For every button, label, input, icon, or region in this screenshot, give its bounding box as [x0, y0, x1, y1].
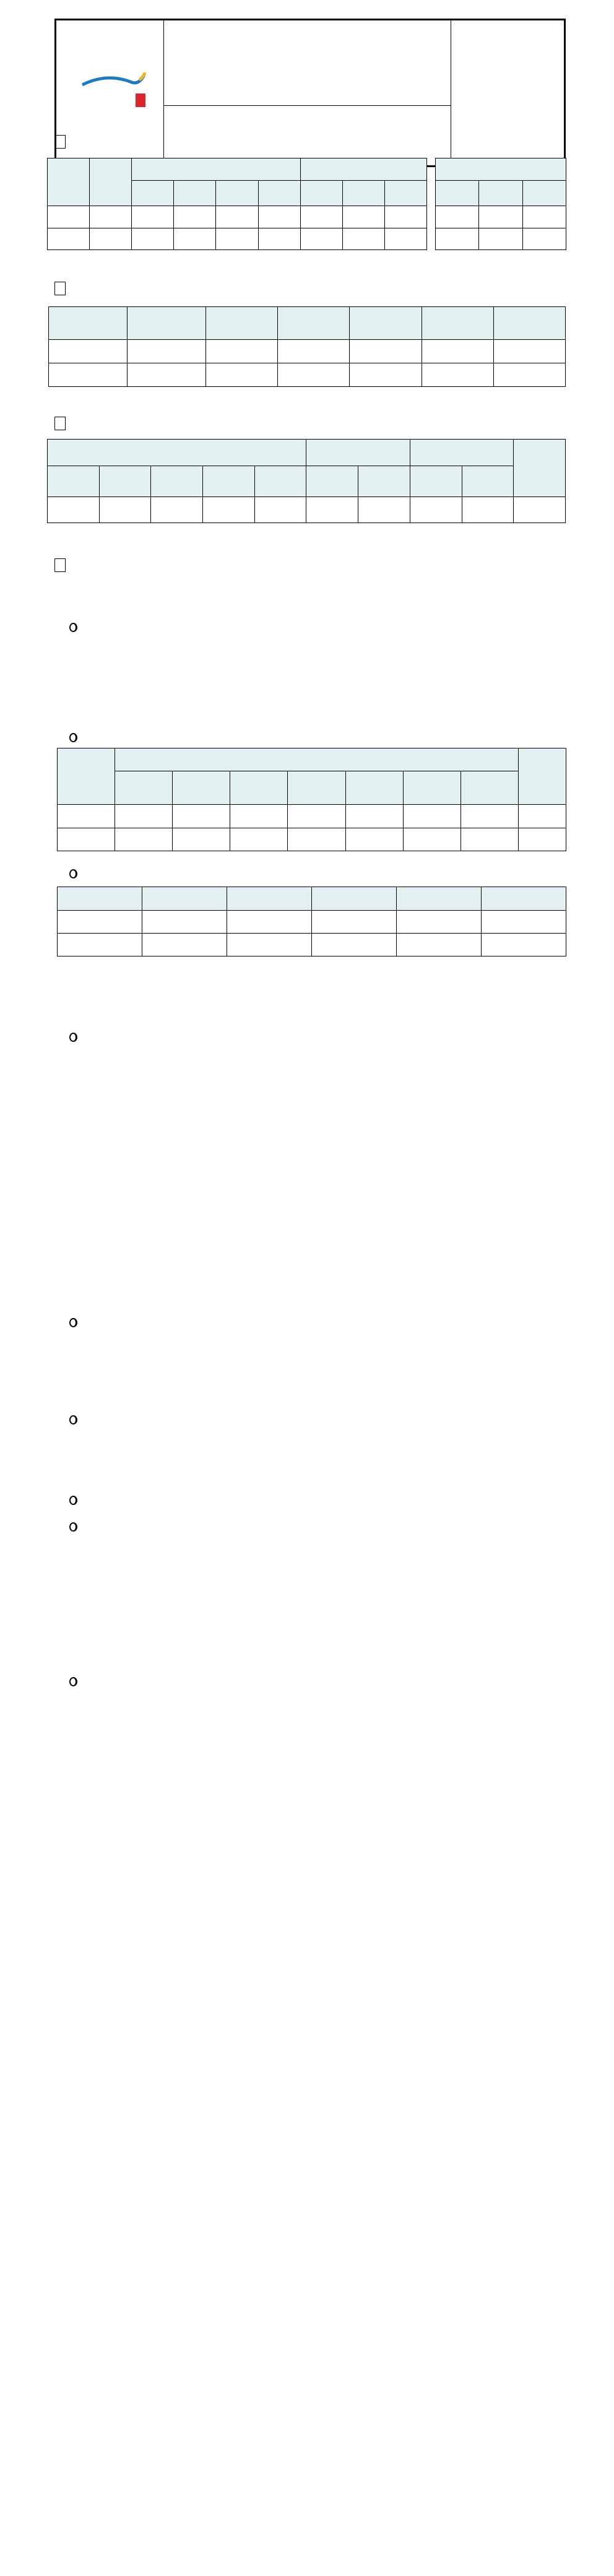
square-bullet-icon — [54, 135, 66, 149]
health-main — [69, 1519, 82, 1533]
report-title — [164, 20, 451, 106]
table-row — [58, 911, 566, 934]
circle-bullet-icon — [69, 1522, 77, 1532]
circle-bullet-icon — [69, 1318, 77, 1327]
fever-check-title — [54, 282, 72, 295]
table-row — [49, 340, 566, 363]
circle-bullet-icon — [69, 869, 77, 878]
square-bullet-icon — [54, 282, 66, 295]
circle-bullet-icon — [69, 1415, 77, 1425]
qr-title — [69, 729, 82, 744]
occurrence-table — [47, 158, 427, 250]
tourism-main — [69, 1029, 82, 1044]
safety-main — [69, 619, 82, 634]
square-bullet-icon — [54, 558, 66, 572]
occurrence-title — [54, 135, 72, 149]
table-row — [48, 497, 566, 523]
isolation-facility-title — [54, 417, 72, 430]
mask-stock-table — [57, 887, 566, 956]
isolation-facility-table — [47, 439, 566, 523]
health-main — [69, 1412, 82, 1426]
health-main — [69, 1314, 82, 1329]
circle-bullet-icon — [69, 733, 77, 742]
circle-bullet-icon — [69, 623, 77, 632]
health-main — [69, 1492, 82, 1507]
qr-registration-table — [57, 748, 566, 851]
response-title — [54, 558, 72, 572]
table-row — [58, 828, 566, 851]
report-date — [164, 106, 451, 165]
table-row — [48, 206, 427, 228]
table-row — [58, 805, 566, 828]
table-row — [48, 228, 427, 250]
square-bullet-icon — [54, 417, 66, 430]
table-row — [49, 363, 566, 387]
circle-bullet-icon — [69, 1496, 77, 1505]
report-header — [54, 19, 566, 167]
fever-check-table — [48, 306, 566, 387]
health-main — [69, 1673, 82, 1688]
table-row — [436, 206, 566, 228]
contact-isolation-table — [435, 158, 566, 250]
mask-title — [69, 865, 82, 880]
table-row — [436, 228, 566, 250]
jindo-logo — [56, 20, 164, 165]
jindo-logo-icon — [70, 71, 150, 115]
circle-bullet-icon — [69, 1033, 77, 1042]
circle-bullet-icon — [69, 1677, 77, 1686]
table-row — [58, 934, 566, 956]
